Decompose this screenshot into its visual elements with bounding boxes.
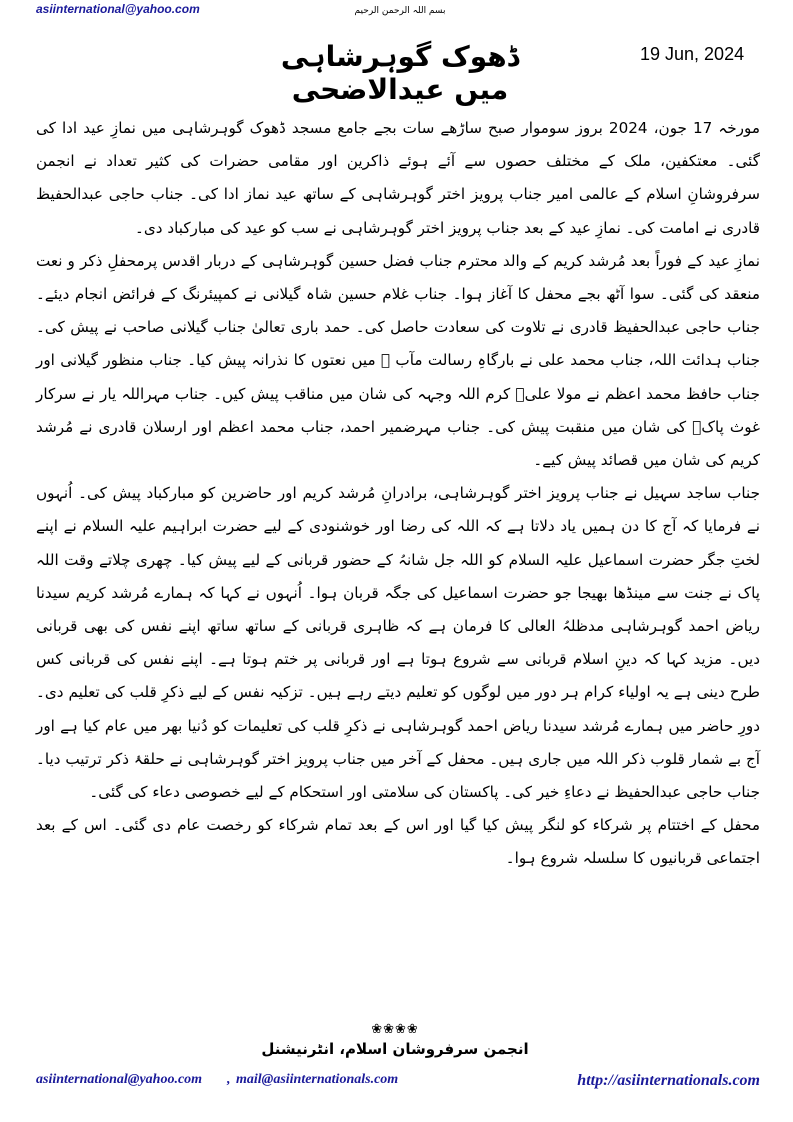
- footer-email-mail[interactable]: mail@asiinternationals.com: [236, 1072, 399, 1087]
- paragraph-2: نمازِ عید کے فوراً بعد مُرشد کریم کے والد محترم جناب فضل حسین گوہرشاہی کے دربار اقدس پرمحفلِ ذکر و نعت منعقد کی گئی۔ سوا آٹھ بجے محفل کا آغاز ہوا۔ جناب غلام حسین شاہ گیلانی نے کمپیئرنگ کے فرائض انجام دیئے۔ جناب حاجی عبدالحفیظ قادری نے تلاوت کی سعادت حاصل کی۔ حمد باری تعالیٰ جناب گیلانی صاحب نے پیش کی۔ جناب ہدائت اللہ، جناب محمد علی نے بارگاہِ رسالت مآب ﷺ میں نعتوں کا نذرانہ پیش کیا۔ جناب منظور گیلانی اور جناب حافظ محمد اعظم نے مولا علیؑ کرم اللہ وجہہ کی شان میں مناقب پیش کیں۔ جناب مہراللہ یار نے سرکار غوث پاکؒ کی شان میں منقبت پیش کی۔ جناب مہرضمیر احمد، جناب محمد اعظم اور ارسلان قادری نے مُرشد کریم کی شان میں قصائد پیش کیے۔: [36, 251, 760, 470]
- article-title: ڈھوک گوہرشاہی میں عیدالاضحی: [280, 40, 520, 106]
- paragraph-4: محفل کے اختتام پر شرکاء کو لنگر پیش کیا گیا اور اس کے بعد تمام شرکاء کو رخصت عام دی گئی۔ اس کے بعد اجتماعی قربانیوں کا سلسلہ شروع ہوا۔: [36, 816, 760, 868]
- bismillah: بسم اللہ الرحمن الرحیم: [354, 6, 446, 16]
- article-date: 19 Jun, 2024: [640, 44, 745, 64]
- header-email[interactable]: asiinternational@yahoo.com: [36, 2, 200, 16]
- footer-links: [36, 1072, 760, 1094]
- footer-website-link[interactable]: http://asiinternationals.com: [577, 1072, 760, 1089]
- footer-email-yahoo[interactable]: asiinternational@yahoo.com: [36, 1072, 203, 1087]
- paragraph-1: مورخہ 17 جون، 2024 بروز سوموار صبح ساڑھے سات بجے جامع مسجد ڈھوک گوہرشاہی میں نمازِ عید ادا کی گئی۔ معتکفین، ملک کے مختلف حصوں سے آئے ہوئے ذاکرین اور مقامی حضرات کی کثیر تعداد نے انجمن سرفروشانِ اسلام کے عالمی امیر جناب پرویز اختر گوہرشاہی کے ساتھ عید نماز ادا کی۔ جناب حاجی عبدالحفیظ قادری نے امامت کی۔ نمازِ عید کے بعد جناب پرویز اختر گوہرشاہی نے سب کو عید کی مبارکباد دی۔: [36, 119, 760, 237]
- footer-separator: ,: [227, 1072, 231, 1087]
- flower-divider-icon: ❀❀❀❀: [371, 1022, 419, 1037]
- paragraph-3: جناب ساجد سہیل نے جناب پرویز اختر گوہرشاہی، برادرانِ مُرشد کریم اور حاضرین کو مبارکباد پیش کی۔ اُنہوں نے فرمایا کہ آج کا دن ہمیں یاد دلاتا ہے کہ اللہ کی رضا اور خوشنودی کے لیے حضرت ابراہیم علیہ السلام نے اپنے لختِ جگر حضرت اسماعیل علیہ السلام کو اللہ جل شانہُ کے حضور قربانی کے لیے پیش کیا۔ چھری چلاتے وقت اللہ پاک نے جنت سے مینڈھا بھیجا جو حضرت اسماعیل کی جگہ قربان ہوا۔ اُنہوں نے کہا کہ ہمارے مُرشد کریم سیدنا ریاض احمد گوہرشاہی مدظلہُ العالی کا فرمان ہے کہ ظاہری قربانی کے ساتھ ساتھ اپنے نفس کی بھی قربانی دیں۔ مزید کہا کہ دینِ اسلام قربانی سے شروع ہوتا ہے اور قربانی پر ختم ہوتا ہے۔ اپنے نفس کی قربانی کس طرح دینی ہے یہ اولیاء کرام ہر دور میں لوگوں کو تعلیم دیتے رہے ہیں۔ تزکیہ نفس کے لیے ذکرِ قلب کی تعلیم دی۔ دورِ حاضر میں ہمارے مُرشد سیدنا ریاض احمد گوہرشاہی نے ذکرِ قلب کی تعلیمات کو دُنیا بھر میں عام کیا ہے اور آج بے شمار قلوب ذکر اللہ میں جاری ہیں۔ محفل کے آخر میں جناب پرویز اختر گوہرشاہی نے حلقۂ ذکر ترتیب دیا۔ جناب حاجی عبدالحفیظ نے دعاءِ خیر کی۔ پاکستان کی سلامتی اور استحکام کے لیے خصوصی دعاء کی گئی۔: [36, 484, 760, 802]
- article-body: [36, 112, 760, 876]
- organization-name: انجمن سرفروشان اسلام، انٹرنیشنل: [261, 1040, 529, 1058]
